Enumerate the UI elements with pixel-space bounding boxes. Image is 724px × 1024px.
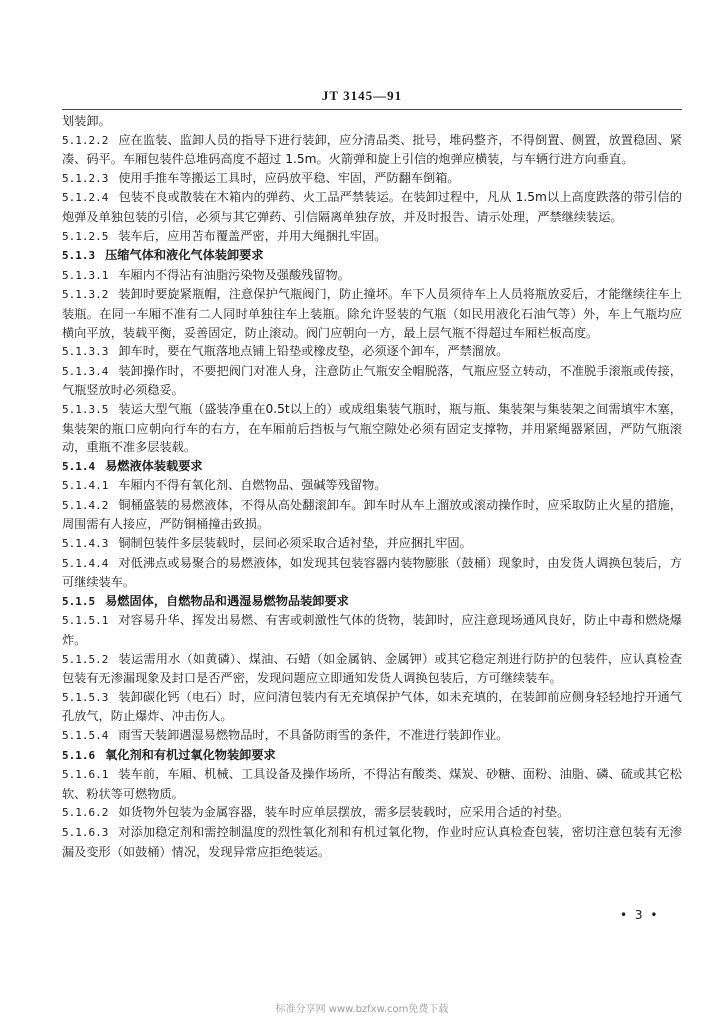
- clause-number: 5.1.5: [62, 594, 96, 608]
- clause-text: 压缩气体和液化气体装卸要求: [105, 248, 264, 263]
- clause-paragraph: [62, 188, 682, 226]
- clause-text: 如货物外包装为金属容器，装车时应单层摆放，需多层装载时，应采用合适的衬垫。: [118, 805, 570, 820]
- clause-text: 氧化剂和有机过氧化物装卸要求: [105, 747, 276, 762]
- header-divider: [62, 109, 682, 110]
- clause-paragraph: [62, 726, 682, 746]
- clause-number: 5.1.3: [62, 249, 96, 263]
- clause-paragraph: [62, 688, 682, 726]
- clause-number: 5.1.4: [62, 459, 96, 473]
- clause-number: 5.1.4.1: [62, 479, 109, 493]
- clause-number: 5.1.2.3: [62, 171, 109, 185]
- clause-text: 装运需用水（如黄磷）、煤油、石蜡（如金属钠、金属钾）或其它稳定剂进行防护的包装件，应认真检查包装有无渗漏现象及封口是否严密，发现问题应立即通知发货人调换包装后，方可继续装车。: [62, 651, 682, 686]
- clause-number: 5.1.6.3: [62, 825, 109, 839]
- clause-number: 5.1.3.3: [62, 345, 109, 359]
- clause-paragraph: [62, 342, 682, 362]
- clause-text: 车厢内不得沾有油脂污染物及强酸残留物。: [118, 267, 350, 282]
- section-heading: [62, 246, 682, 266]
- clause-text: 对低沸点或易聚合的易燃液体，如发现其包装容器内装物膨胀（鼓桶）现象时，由发货人调换包装后，方可继续装车。: [62, 555, 682, 590]
- clause-paragraph: [62, 803, 682, 823]
- clause-number: 5.1.5.1: [62, 614, 109, 628]
- clause-paragraph: [62, 131, 682, 169]
- section-heading: [62, 746, 682, 766]
- clause-text: 装运大型气瓶（盛装净重在0.5t以上的）或成组集装气瓶时，瓶与瓶、集装架与集装架之间需填牢木塞，集装架的瓶口应朝向行车的右方，在车厢前后挡板与气瓶空隙处必须有固定支撑物，并用紧绳器紧固，严防气瓶滚动，重瓶不准多层装载。: [62, 401, 682, 455]
- clause-paragraph: [62, 400, 682, 457]
- clause-paragraph: [62, 496, 682, 534]
- clause-number: 5.1.2.5: [62, 229, 109, 243]
- clause-text: 包装不良或散装在木箱内的弹药、火工品严禁装运。在装卸过程中，凡从 1.5m以上高度跌落的带引信的炮弹及单独包装的引信，必须与其它弹药、引信隔离单独存放，并及时报告、请示处理，严禁继续装运。: [62, 190, 682, 224]
- clause-text: 装卸操作时，不要把阀门对准人身，注意防止气瓶安全帽脱落，气瓶应竖立转动，不准脱手滚瓶或传接，气瓶竖放时必须稳妥。: [62, 363, 682, 398]
- clause-number: 5.1.4.3: [62, 537, 109, 551]
- clause-number: 5.1.3.1: [62, 268, 109, 282]
- clause-text: 对容易升华、挥发出易燃、有害或刺激性气体的货物，装卸时，应注意现场通风良好，防止中毒和燃烧爆炸。: [62, 613, 682, 648]
- clause-text: 铜制包装件多层装载时，层间必须采取合适衬垫，并应捆扎牢固。: [118, 536, 472, 551]
- clause-paragraph: [62, 534, 682, 554]
- clause-paragraph: [62, 823, 682, 861]
- clause-paragraph: [62, 650, 682, 688]
- clause-paragraph: [62, 476, 682, 496]
- clause-paragraph: [62, 765, 682, 803]
- clause-paragraph: [62, 362, 682, 400]
- clause-number: 5.1.6.1: [62, 768, 109, 782]
- clause-paragraph: [62, 611, 682, 649]
- clause-text: 雨雪天装卸遇湿易燃物品时，不具备防雨雪的条件，不准进行装卸作业。: [118, 728, 509, 742]
- clause-number: 5.1.2.4: [62, 191, 109, 205]
- document-body: [62, 112, 682, 861]
- watermark-footer: 标准分享网 www.bzfxw.com免费下载: [275, 1004, 449, 1015]
- clause-number: 5.1.3.4: [62, 364, 109, 378]
- clause-number: 5.1.2.2: [62, 133, 109, 147]
- page-number: • 3 •: [620, 908, 660, 922]
- clause-paragraph: [62, 554, 682, 592]
- clause-text: 对添加稳定剂和需控制温度的烈性氧化剂和有机过氧化物，作业时应认真检查包装，密切注意包装有无渗漏及变形（如鼓桶）情况，发现异常应拒绝装运。: [62, 824, 682, 859]
- clause-text: 易燃液体装载要求: [105, 458, 203, 473]
- clause-paragraph: [62, 266, 682, 286]
- clause-text: 卸车时，要在气瓶落地点铺上铅垫或橡皮垫，必须逐个卸车，严禁溜放。: [118, 344, 509, 359]
- clause-number: 5.1.6: [62, 748, 96, 762]
- clause-paragraph: [62, 169, 682, 189]
- section-heading: [62, 457, 682, 477]
- clause-text: 车厢内不得有氧化剂、自燃物品、强碱等残留物。: [118, 478, 387, 493]
- clause-paragraph: [62, 227, 682, 247]
- clause-text: 装卸时要旋紧瓶帽，注意保护气瓶阀门，防止撞坏。车下人员须待车上人员将瓶放妥后，才能继续往车上装瓶。在同一车厢不准有二人同时单独往车上装瓶。除允许竖装的气瓶（如民用液化石油气等）外，车上气瓶均应横向平放，装载平衡，妥善固定，防止滚动。阀门应朝向一方，最上层气瓶不得超过车厢栏板高度。: [62, 287, 682, 340]
- clause-text: 划装卸。: [62, 114, 111, 128]
- clause-number: 5.1.3.2: [62, 288, 109, 302]
- clause-paragraph: [62, 112, 682, 131]
- clause-text: 易燃固体，自燃物品和遇湿易燃物品装卸要求: [105, 593, 349, 608]
- clause-number: 5.1.3.5: [62, 402, 109, 416]
- clause-text: 应在监装、监卸人员的指导下进行装卸，应分清品类、批号，堆码整齐，不得倒置、侧置，放置稳固、紧凑、码平。车厢包装件总堆码高度不超过 1.5m。火箭弹和旋上引信的炮弹应横装，与车辆行进方向垂直。: [62, 132, 682, 167]
- clause-paragraph: [62, 285, 682, 342]
- clause-number: 5.1.5.2: [62, 652, 109, 666]
- clause-text: 使用手推车等搬运工具时，应码放平稳、牢固，严防翻车倒箱。: [118, 170, 460, 185]
- clause-text: 铜桶盛装的易燃液体，不得从高处翻滚卸车。卸车时从车上溜放或滚动操作时，应采取防止火星的措施，周围需有人接应，严防铜桶撞击致损。: [62, 497, 682, 532]
- clause-number: 5.1.5.4: [62, 729, 109, 742]
- document-code-header: JT 3145—91: [321, 88, 403, 103]
- clause-number: 5.1.6.2: [62, 806, 109, 820]
- clause-text: 装车后，应用苫布覆盖严密，并用大绳捆扎牢固。: [118, 228, 387, 243]
- clause-number: 5.1.4.2: [62, 498, 109, 512]
- section-heading: [62, 592, 682, 612]
- clause-text: 装车前，车厢、机械、工具设备及操作场所，不得沾有酸类、煤炭、砂糖、面粉、油脂、磷、硫或其它松软、粉状等可燃物质。: [62, 767, 682, 801]
- clause-number: 5.1.5.3: [62, 690, 109, 704]
- clause-text: 装卸碳化钙（电石）时，应问清包装内有无充填保护气体，如未充填的，在装卸前应侧身轻轻地拧开通气孔放气，防止爆炸、冲击伤人。: [62, 689, 682, 724]
- clause-number: 5.1.4.4: [62, 556, 109, 570]
